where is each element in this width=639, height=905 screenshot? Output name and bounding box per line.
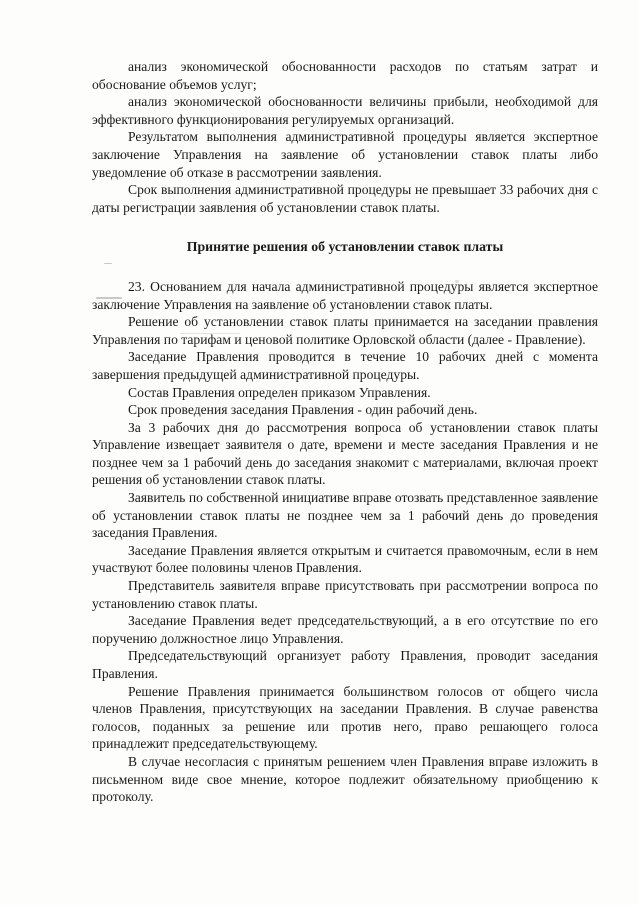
paragraph: Состав Правления определен приказом Управления.: [128, 384, 431, 400]
paragraph: Заседание Правления ведет председательствующий, а в его отсутствие по его поручению должностное лицо Управления.: [92, 613, 598, 646]
paragraph: Результатом выполнения административной процедуры является экспертное заключение Управления на заявление об установлении ставок платы либо уведомление об отказе в рассмотрении заявления.: [92, 129, 598, 180]
paragraph: Решение Правления принимается большинством голосов от общего числа членов Правления, присутствующих на заседании Правления. В случае равенства голосов, поданных за решение или против него, право решающего голоса принадлежит председательствующему.: [92, 683, 598, 752]
paragraph: Заявитель по собственной инициативе вправе отозвать представленное заявление об установлении ставок платы не позднее чем за 1 рабочий день до проведения заседания Правления.: [92, 490, 598, 541]
paragraph: 23. Основанием для начала административной процедуры является экспертное заключение Управления на заявление об установлении ставок платы.: [92, 278, 598, 312]
document-body: [92, 58, 598, 806]
section-heading: Принятие решения об установлении ставок платы: [186, 239, 504, 255]
paragraph: анализ экономической обоснованности величины прибыли, необходимой для эффективного функционирования регулируемых организаций.: [92, 94, 598, 127]
paragraph: Срок выполнения административной процедуры не превышает 33 рабочих дня с даты регистрации заявления об установлении ставок платы.: [92, 182, 598, 215]
paragraph: Председательствующий организует работу Правления, проводит заседания Правления.: [92, 648, 598, 681]
paragraph: В случае несогласия с принятым решением член Правления вправе изложить в письменном виде свое мнение, которое подлежит обязательному приобщению к протоколу.: [92, 753, 598, 805]
paragraph: Решение об установлении ставок платы принимается на заседании правления Управления по тарифам и ценовой политике Орловской области (далее - Правление).: [92, 314, 598, 347]
paragraph: Заседание Правления является открытым и считается правомочным, если в нем участвуют более половины членов Правления.: [92, 542, 598, 576]
paragraph: Представитель заявителя вправе присутствовать при рассмотрении вопроса по установлению ставок платы.: [92, 578, 598, 611]
paragraph: Срок проведения заседания Правления - один рабочий день.: [128, 402, 478, 418]
paragraph: анализ экономической обоснованности расходов по статьям затрат и обоснование объемов услуг;: [92, 59, 598, 92]
paragraph: За 3 рабочих дня до рассмотрения вопроса об установлении ставок платы Управление извещает заявителя о дате, времени и месте заседания Правления и не позднее чем за 1 рабочий день до заседания знакомит с материалами, включая проект решения об установлении ставок платы.: [92, 419, 598, 488]
paragraph: Заседание Правления проводится в течение 10 рабочих дней с момента завершения предыдущей административной процедуры.: [92, 349, 598, 382]
